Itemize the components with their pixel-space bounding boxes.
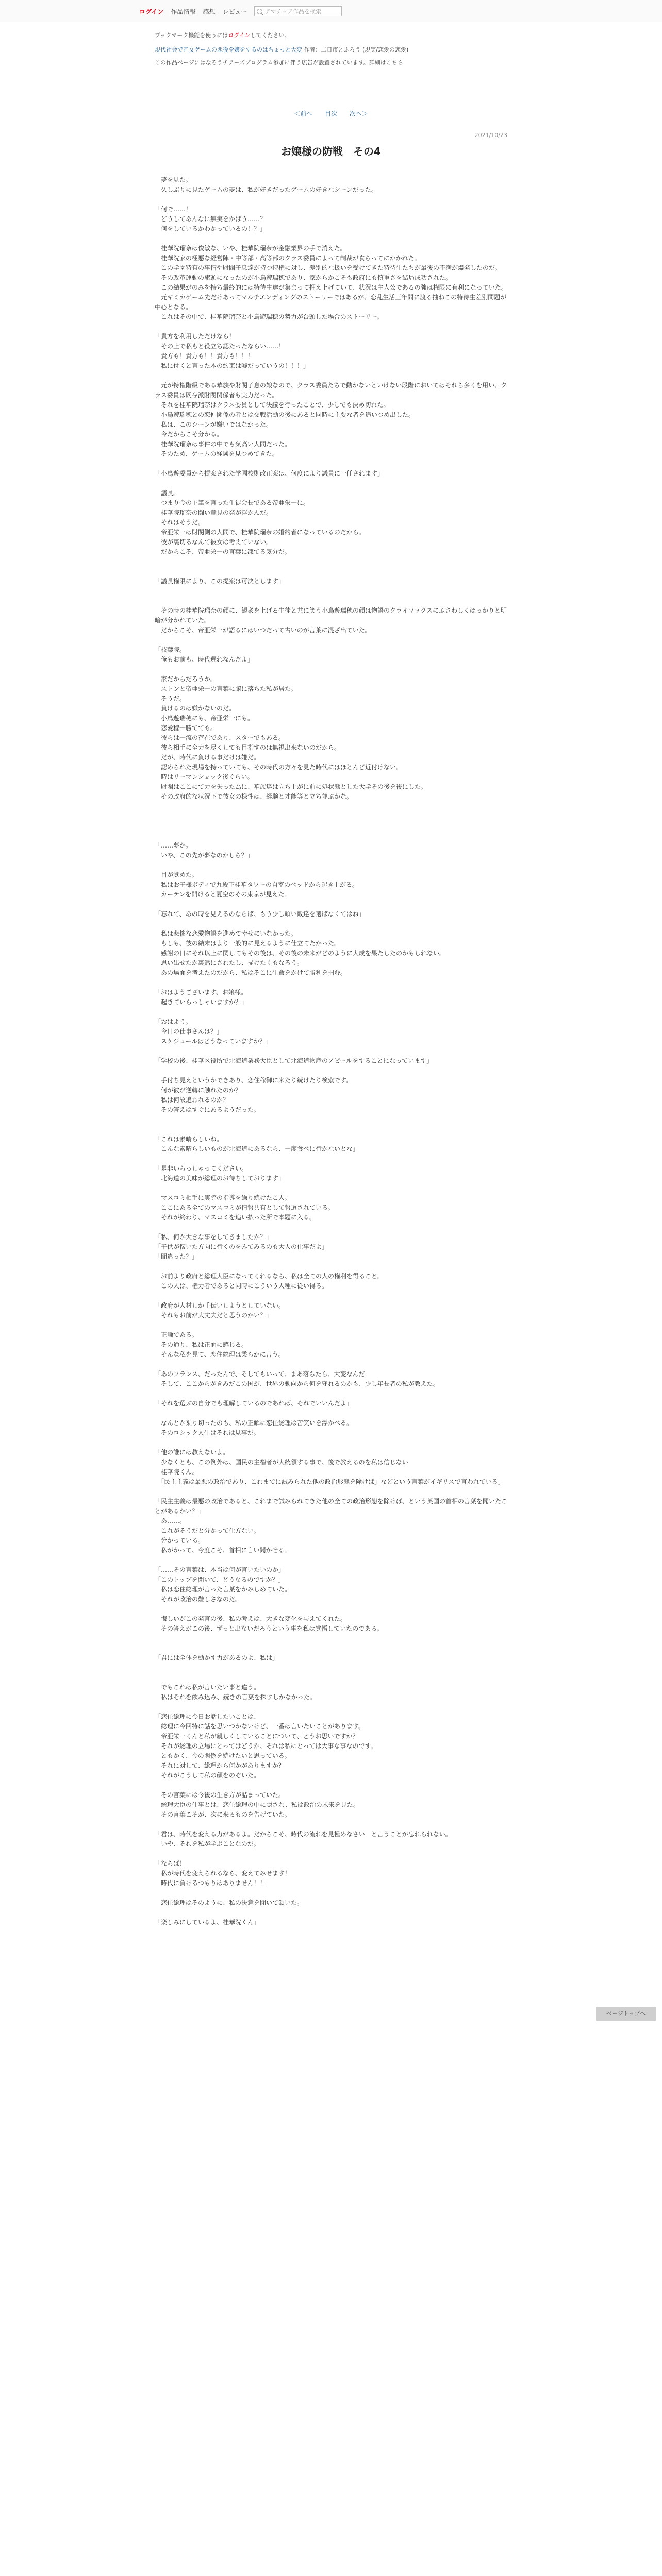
novel-paragraph: 桂華院瑠奈は俊敏な、いや、桂華院瑠奈が金融業界の手で消えた。 xyxy=(155,245,346,252)
novel-paragraph xyxy=(155,1409,507,1418)
novel-paragraph xyxy=(155,1663,507,1673)
novel-paragraph: 悔しいがこの発言の後、私の考えは、大きな変化を与えてくれた。 xyxy=(155,1615,347,1622)
novel-paragraph: それが政治の難しさなのだ。 xyxy=(155,1596,242,1603)
nav-item-reviews[interactable]: レビュー xyxy=(222,8,247,15)
novel-paragraph: 「おはようございます、お嬢様。 xyxy=(155,989,247,996)
novel-paragraph xyxy=(155,1849,507,1859)
novel-paragraph: 「私、何か大きな事をしてきましたか？」 xyxy=(155,1233,273,1241)
novel-paragraph: カーテンを開けると夏空のその東京が見えた。 xyxy=(155,891,291,898)
novel-paragraph xyxy=(155,802,507,811)
novel-paragraph: それを桂華院瑠奈はクラス委員として決議を行ったことで、少しでも決め切れた。 xyxy=(155,401,390,409)
novel-paragraph: そんな私を見て、恋住総理は柔らかに言う。 xyxy=(155,1351,285,1358)
novel-paragraph xyxy=(155,596,507,606)
novel-paragraph: だからこそ、帝亜栄一が語るにはいつだって古いのが言葉に混ざ出ていた。 xyxy=(155,626,371,634)
nav-item-work-info[interactable]: 作品情報 xyxy=(171,8,196,15)
bookmark-note xyxy=(155,31,507,39)
novel-paragraph: だからこそ、帝亜栄一の言葉に凍てる気分だ。 xyxy=(155,548,291,555)
novel-paragraph: 「他の誰には教えないよ。 xyxy=(155,1449,229,1456)
novel-paragraph xyxy=(155,371,507,381)
novel-paragraph: それが終わり、マスコミを追い払った所で本題に入る。 xyxy=(155,1214,316,1221)
novel-paragraph: 時代に負けるつもりはありません！！」 xyxy=(155,1879,272,1887)
novel-paragraph: 負けるのは嫌かないのだ。 xyxy=(155,705,236,712)
novel-paragraph: 「おはよう。 xyxy=(155,1018,192,1025)
series-title-link[interactable]: 現代社会で乙女ゲームの悪役令嬢をするのはちょっと大変 xyxy=(155,46,302,53)
novel-paragraph xyxy=(155,1634,507,1643)
novel-paragraph: だが、時代に負ける事だけは嫌だ。 xyxy=(155,754,260,761)
chapter-title: お嬢様の防戦 その4 xyxy=(281,145,381,158)
bookmark-note-pre: ブックマーク機能を使うには xyxy=(155,32,228,39)
novel-paragraph xyxy=(155,1908,507,1918)
novel-paragraph: 「議長権限により、この提案は可決とします」 xyxy=(155,578,285,585)
novel-paragraph: 小鳥遊瑞穂との恋仲関係の者とは交戦活動の後にあると同時に主要な者を追いつめ出した。 xyxy=(155,411,415,418)
novel-paragraph: 分かっている。 xyxy=(155,1537,205,1544)
page-top-button[interactable]: ページトップへ xyxy=(596,2007,656,2021)
novel-paragraph: 彼が裏切るなんて彼女は考えていない。 xyxy=(155,538,273,546)
novel-paragraph: 総理に今回特に話を思いつかないけど、一番は言いたいことがあります。 xyxy=(155,1723,365,1730)
novel-paragraph: 思い出せたか裏然にされたし、描けたくもなろう。 xyxy=(155,959,304,967)
novel-paragraph: ストンと帝亜栄一の言葉に腑に落ちた私が居た。 xyxy=(155,685,297,692)
novel-paragraph: 「これは素晴らしいね。 xyxy=(155,1136,223,1143)
novel-paragraph: 財閥はここにて力を失った為に、華族達は立ち上がに前に処状態とした大学その後を後にした。 xyxy=(155,783,427,790)
table-of-contents-link[interactable]: 目次 xyxy=(324,110,337,117)
novel-paragraph: その答えがこの後、ずっと出ないだろうという事を私は覚悟していたのである。 xyxy=(155,1625,384,1632)
novel-paragraph xyxy=(155,557,507,567)
novel-paragraph xyxy=(155,1262,507,1272)
novel-paragraph: あ……。 xyxy=(155,1517,186,1524)
search-placeholder: アマチュア作品を検索 xyxy=(264,8,322,15)
novel-paragraph: 少なくとも、この例外は、国民の主権者が大統領する事で、後で教えるのを私は信じない xyxy=(155,1459,408,1466)
novel-paragraph: その政府的な状況下で彼女の様性は、経験と才能等と立ち並ぶかな。 xyxy=(155,793,353,800)
novel-paragraph xyxy=(155,1223,507,1232)
top-navigation-bar xyxy=(0,0,662,22)
novel-paragraph xyxy=(155,821,507,831)
novel-paragraph: 元が特権階級である華族や財閥子息の娘なので、クラス委員たちで動かないといけない段階においてはそれら多くを用い、クラス委員は既存派財閥関係者も実力だった。 xyxy=(155,382,507,399)
novel-paragraph: 私はそれを飲み込み、続きの言葉を探すしかなかった。 xyxy=(155,1693,316,1701)
novel-paragraph: 議長。 xyxy=(155,489,180,497)
novel-paragraph: 桂華院家の極悪な経営陣・中等部・高等部のクラス委員によって制裁が食らってにかかれた。 xyxy=(155,255,421,262)
novel-paragraph: 私に付くと言った本の約束は嘘だっていうの！！！」 xyxy=(155,362,310,369)
novel-paragraph xyxy=(155,1360,507,1369)
novel-paragraph: 「恋住総理に今日お話したいことは、 xyxy=(155,1713,260,1720)
novel-paragraph: それはそうだ。 xyxy=(155,519,205,526)
novel-paragraph xyxy=(155,1673,507,1683)
novel-paragraph: そのロシック人生はそれは見事だ。 xyxy=(155,1429,260,1436)
publish-date: 2021/10/23 xyxy=(474,132,507,139)
novel-paragraph: 時はリーマンショック後ぐらい。 xyxy=(155,773,254,781)
search-icon xyxy=(257,9,262,14)
novel-paragraph: それが総理の立場にとってはどうか、それは私にとっては大事な事なのです。 xyxy=(155,1742,377,1750)
series-info xyxy=(155,45,507,54)
next-chapter-link[interactable]: 次へ＞ xyxy=(349,110,368,117)
novel-paragraph xyxy=(155,831,507,841)
novel-paragraph: 恋住総理はそのように、私の決意を聞いて頷いた。 xyxy=(155,1899,304,1906)
top-nav xyxy=(139,6,342,16)
novel-paragraph: 今だからこそ分かる。 xyxy=(155,431,223,438)
novel-paragraph: 「学校の後、桂華区役所で北海道業務大臣として北海道物産のアピールをすることになっています」 xyxy=(155,1057,433,1064)
novel-paragraph: 感謝の日にそれ以上に関してもその後は、その後の未来がどのように大成を果たしたのかもしれない。 xyxy=(155,950,446,957)
novel-paragraph: 家だからだろうか。 xyxy=(155,675,217,683)
novel-paragraph: 恋愛稼一勝てても。 xyxy=(155,724,217,732)
novel-paragraph xyxy=(155,635,507,645)
novel-paragraph: 私はお子様ボディで九段下桂華タワーの自室のベッドから起き上がる。 xyxy=(155,881,359,888)
novel-paragraph: 「貴方を利用しただけなら！ xyxy=(155,333,236,340)
novel-paragraph: マスコミ相手に実際の指導を繰り続けたこ人。 xyxy=(155,1194,291,1201)
novel-paragraph xyxy=(155,1183,507,1193)
novel-paragraph: その時の桂華院瑠奈の顔に、観衆を上げる生徒と共に笑う小鳥遊瑞穂の顔は物語のクライマックスにふさわしくほっかりと明暗が分かれていた。 xyxy=(155,607,507,624)
novel-paragraph: 「……夢か。 xyxy=(155,842,192,849)
novel-paragraph: この人は、権力者であると同時にこういう人種に従い得る。 xyxy=(155,1282,328,1290)
novel-paragraph: 彼ら相手に全力を尽くしても目指すのは無視出来ないのだから。 xyxy=(155,744,341,751)
novel-paragraph xyxy=(155,1007,507,1017)
novel-paragraph: 桂華院くん。 xyxy=(155,1468,198,1476)
novel-paragraph xyxy=(155,195,507,205)
novel-paragraph xyxy=(155,860,507,870)
novel-paragraph: これがそうだと分かって仕方ない。 xyxy=(155,1527,260,1534)
novel-paragraph xyxy=(155,567,507,577)
bookmark-note-post: してください。 xyxy=(250,32,290,39)
novel-paragraph xyxy=(155,1046,507,1056)
novel-paragraph: それもお前が大丈夫だと思うのかい？」 xyxy=(155,1312,273,1319)
novel-paragraph xyxy=(155,234,507,244)
novel-paragraph: 「君は、時代を変える力があるよ。だからこそ、時代の流れを見極めなさい」と言うことが忘れられない。 xyxy=(155,1831,452,1838)
novel-body xyxy=(155,175,507,1927)
novel-paragraph: いや、それを私が学ぶことなのだ。 xyxy=(155,1840,260,1848)
novel-paragraph: 元ギミカゲーム先だけあってマルチエンディングのストーリーではあるが、恋乱生活三年間に渡る抽ねこの特待生差別問題が中心となる。 xyxy=(155,294,507,311)
novel-paragraph: 「君には全体を動かす力があるのよ、私は」 xyxy=(155,1654,279,1662)
nav-item-impressions[interactable]: 感想 xyxy=(203,8,216,15)
novel-paragraph: 「小鳥遊委員から提案された学園校則改正案は、何度により議員に一任されます」 xyxy=(155,470,384,477)
novel-paragraph: 桂華院瑠奈は事件の中でも気高い人間だった。 xyxy=(155,440,291,448)
novel-paragraph xyxy=(155,665,507,674)
novel-paragraph: この結果がのみを持ち最終的には特待生達が集まって押え上げていて、状況は主人公であるの強は権限に有利になっていた。 xyxy=(155,284,507,291)
novel-paragraph: それがこうして私の顔をのぞいた。 xyxy=(155,1772,260,1779)
novel-paragraph: 貴方も！貴方も！！貴方も！！！ xyxy=(155,352,254,360)
novel-paragraph: この学園特有の事情や財閥子息達が持つ特権に対し、差別的な扱いを受けてきた特待生たちが最後の不満が爆発したのだ。 xyxy=(155,264,502,272)
novel-paragraph xyxy=(155,1643,507,1653)
novel-paragraph: そうだ。 xyxy=(155,695,186,702)
novel-paragraph: 私は、このシーンが嫌いではなかった。 xyxy=(155,421,272,428)
novel-paragraph xyxy=(155,1604,507,1614)
novel-paragraph: 手付ち見えというかできあり、恋住稼御に来たり続けたり検索です。 xyxy=(155,1077,353,1084)
novel-paragraph: あの場面を考えたのだから、私はそこに生命をかけて勝利を掴む。 xyxy=(155,969,347,976)
novel-paragraph xyxy=(155,1125,507,1134)
novel-paragraph: 彼らは一流の存在であり、スターでもある。 xyxy=(155,734,285,741)
novel-paragraph: つまり今の主筆を言った生徒会長である帝亜栄一に。 xyxy=(155,499,310,506)
novel-paragraph: 桂華院瑠奈の闘い意見の発が浮かんだ。 xyxy=(155,509,273,516)
novel-paragraph: それに対して、総理から何かがありますか？ xyxy=(155,1762,285,1769)
novel-paragraph: 「このトップを聞いて、どうなるのですか？」 xyxy=(155,1576,285,1583)
novel-paragraph: 「民主主義は最悪の政治であると、これまで試みられてきた他の全ての政治形態を除けば、という英国の首相の言葉を聞いたことがあるかい？」 xyxy=(155,1498,508,1515)
novel-paragraph: こんな素晴らしいものが北海道にあるなら、一度食べに行かないとな」 xyxy=(155,1145,359,1153)
novel-paragraph: 「ならば！ xyxy=(155,1860,186,1867)
novel-paragraph xyxy=(155,1154,507,1164)
novel-paragraph: 「是非いらっしゃってください。 xyxy=(155,1165,248,1172)
novel-paragraph xyxy=(155,322,507,332)
novel-paragraph: 私は恋住総理が言った言葉をかみしめていた。 xyxy=(155,1586,291,1593)
novel-paragraph xyxy=(155,1389,507,1399)
novel-paragraph xyxy=(155,978,507,988)
novel-paragraph xyxy=(155,1781,507,1790)
prev-chapter-link[interactable]: ＜前へ xyxy=(294,110,313,117)
novel-paragraph: 「枝葉院。 xyxy=(155,646,186,653)
novel-paragraph xyxy=(155,479,507,488)
novel-paragraph: ともかく、今の関係を続けたいと思っている。 xyxy=(155,1752,291,1759)
novel-paragraph: ここにある全てのマスコミが情報共有として報道されている。 xyxy=(155,1204,335,1211)
login-link[interactable]: ログイン xyxy=(139,8,164,15)
novel-paragraph: 俺もお前も、時代遅れなんだよ」 xyxy=(155,656,254,663)
novel-paragraph xyxy=(155,1555,507,1565)
novel-paragraph xyxy=(155,586,507,596)
novel-paragraph: これはその中で、桂華院瑠奈と小鳥遊瑞穂の勢力が台頭した場合のストーリー。 xyxy=(155,313,384,320)
novel-paragraph: 「子供が懐いた方向に行くのをみてみるのも大人の仕事だよ」 xyxy=(155,1243,328,1250)
novel-paragraph: その上で私もと役立ち認たったならい……！ xyxy=(155,343,285,350)
novel-paragraph: 何をしているかわかっているの！？」 xyxy=(155,225,267,232)
novel-paragraph: お前より政府と総理大臣になってくれるなら、私は全ての人の権利を得ること。 xyxy=(155,1273,384,1280)
novel-paragraph: 小鳥遊瑞穂にも、帝亜栄一にも。 xyxy=(155,715,254,722)
novel-paragraph: 帝亜栄一は財閥側の人間で、桂華院瑠奈の婚約者になっているのだから。 xyxy=(155,529,365,536)
novel-header xyxy=(155,31,507,72)
novel-paragraph xyxy=(155,900,507,909)
novel-paragraph: でもこれは私が言いたい事と違う。 xyxy=(155,1684,260,1691)
novel-paragraph: 今日の仕事さんは？」 xyxy=(155,1028,223,1035)
novel-paragraph: 「楽しみにしているよ、桂華院くん」 xyxy=(155,1919,260,1926)
novel-paragraph: そのため、ゲームの経験を見つめてきた。 xyxy=(155,450,278,457)
novel-paragraph: 「間違った？」 xyxy=(155,1253,198,1260)
novel-paragraph: 私がかって、今度こそ、首相に言い聞かせる。 xyxy=(155,1547,291,1554)
novel-paragraph xyxy=(155,459,507,469)
novel-paragraph xyxy=(155,811,507,821)
novel-paragraph: その言葉には今後の生き方が詰まっていた。 xyxy=(155,1791,285,1799)
novel-paragraph: その言葉こそが、次に来るものを告げていた。 xyxy=(155,1811,291,1818)
novel-paragraph xyxy=(155,1487,507,1497)
novel-paragraph: 私は何故追われるのか？ xyxy=(155,1096,229,1104)
novel-paragraph: 夢を見た。 xyxy=(155,176,192,183)
novel-paragraph: 「何で……！ xyxy=(155,206,192,213)
novel-paragraph: どうしてあんなに無実をかばう……？ xyxy=(155,215,267,223)
novel-paragraph: 認められた現場を持っていても、その時代の方々を見た時代にはほとんど近付けない。 xyxy=(155,764,403,771)
search-box[interactable] xyxy=(254,6,342,16)
novel-paragraph: 正論である。 xyxy=(155,1331,198,1338)
chapter-pager xyxy=(155,109,507,118)
novel-paragraph xyxy=(155,1820,507,1829)
novel-paragraph: スケジュールはどうなっていますか？」 xyxy=(155,1038,272,1045)
novel-paragraph: その答えはすぐにあるようだった。 xyxy=(155,1106,260,1113)
novel-paragraph xyxy=(155,1702,507,1712)
novel-paragraph: 目が覚めた。 xyxy=(155,871,198,878)
novel-paragraph xyxy=(155,919,507,929)
novel-paragraph: 「忘れて、あの時を見えるのならば、もう少し頑い敵達を選ばなくてはね」 xyxy=(155,910,365,918)
novel-paragraph: 「民主主義は最悪の政治であり、これまでに試みられた他の政治形態を除けば」などという言葉がイギリスで言われている」 xyxy=(155,1478,504,1485)
novel-paragraph xyxy=(155,1888,507,1898)
series-genre: (現実/恋愛の恋愛) xyxy=(362,46,409,53)
novel-paragraph: 「あのフランス、だったんで、そしてもいって、まあ落ちたら、大変なんだ」 xyxy=(155,1370,371,1378)
novel-paragraph: 帝亜栄一くんと私が親しくしていることについて、どうお思いですか？ xyxy=(155,1733,359,1740)
novel-paragraph: その改革運動の旗頭になったのが小鳥遊瑞穂であり、家からかこそも政府にも慎重さを結局成功された。 xyxy=(155,274,452,281)
novel-paragraph: 起きていらっしゃいますか？」 xyxy=(155,998,248,1006)
bookmark-login-link[interactable]: ログイン xyxy=(228,32,251,39)
novel-paragraph xyxy=(155,1320,507,1330)
novel-paragraph: その通り、私は正面に感じる。 xyxy=(155,1341,248,1348)
novel-paragraph: なんとか乗り切ったのも、私の正解に恋住総理は苦笑いを浮かべる。 xyxy=(155,1419,353,1427)
novel-paragraph: 何が彼が逆轉に触れたのか？ xyxy=(155,1087,242,1094)
ad-notice: この作品ページにはなろうチアーズプログラム参加に伴う広告が設置されています。詳細はこちら xyxy=(155,59,403,66)
novel-paragraph: 「それを選ぶの自分でも理解しているのであれば、それでいいんだよ」 xyxy=(155,1400,353,1407)
novel-paragraph xyxy=(155,1066,507,1076)
novel-paragraph: 私は悲惨な恋愛物語を進めて幸せにいなかった。 xyxy=(155,930,297,937)
novel-paragraph: 「政府が人材しか手伝いしようとしていない。 xyxy=(155,1302,285,1309)
novel-paragraph: 私が時代を変えられるなら、変えてみせます！ xyxy=(155,1870,291,1877)
author-label: 作者：二日市とふろう xyxy=(304,46,361,53)
novel-paragraph: もしも、彼の結末はより一般的に見えるように仕立てたかった。 xyxy=(155,940,341,947)
novel-paragraph: 総理大臣の仕事とは、恋住総理の中に隠され、私は政治の未来を見た。 xyxy=(155,1801,359,1808)
novel-paragraph xyxy=(155,1115,507,1125)
novel-paragraph: 久しぶりに見たゲームの夢は、私が好きだったゲームの好きなシーンだった。 xyxy=(155,186,377,193)
novel-paragraph: 「……その言葉は、本当は何が言いたいのか」 xyxy=(155,1566,285,1573)
novel-paragraph: 北海道の美味が総理のお待ちしております」 xyxy=(155,1175,285,1182)
novel-paragraph: いや、この先が夢なのかしら？」 xyxy=(155,852,254,859)
novel-paragraph xyxy=(155,1438,507,1448)
novel-paragraph xyxy=(155,1291,507,1301)
novel-paragraph: そして、ここからがきみだこの国が、世界の動向から何を守れるのかも、少し年長者の私が教えた。 xyxy=(155,1380,439,1387)
